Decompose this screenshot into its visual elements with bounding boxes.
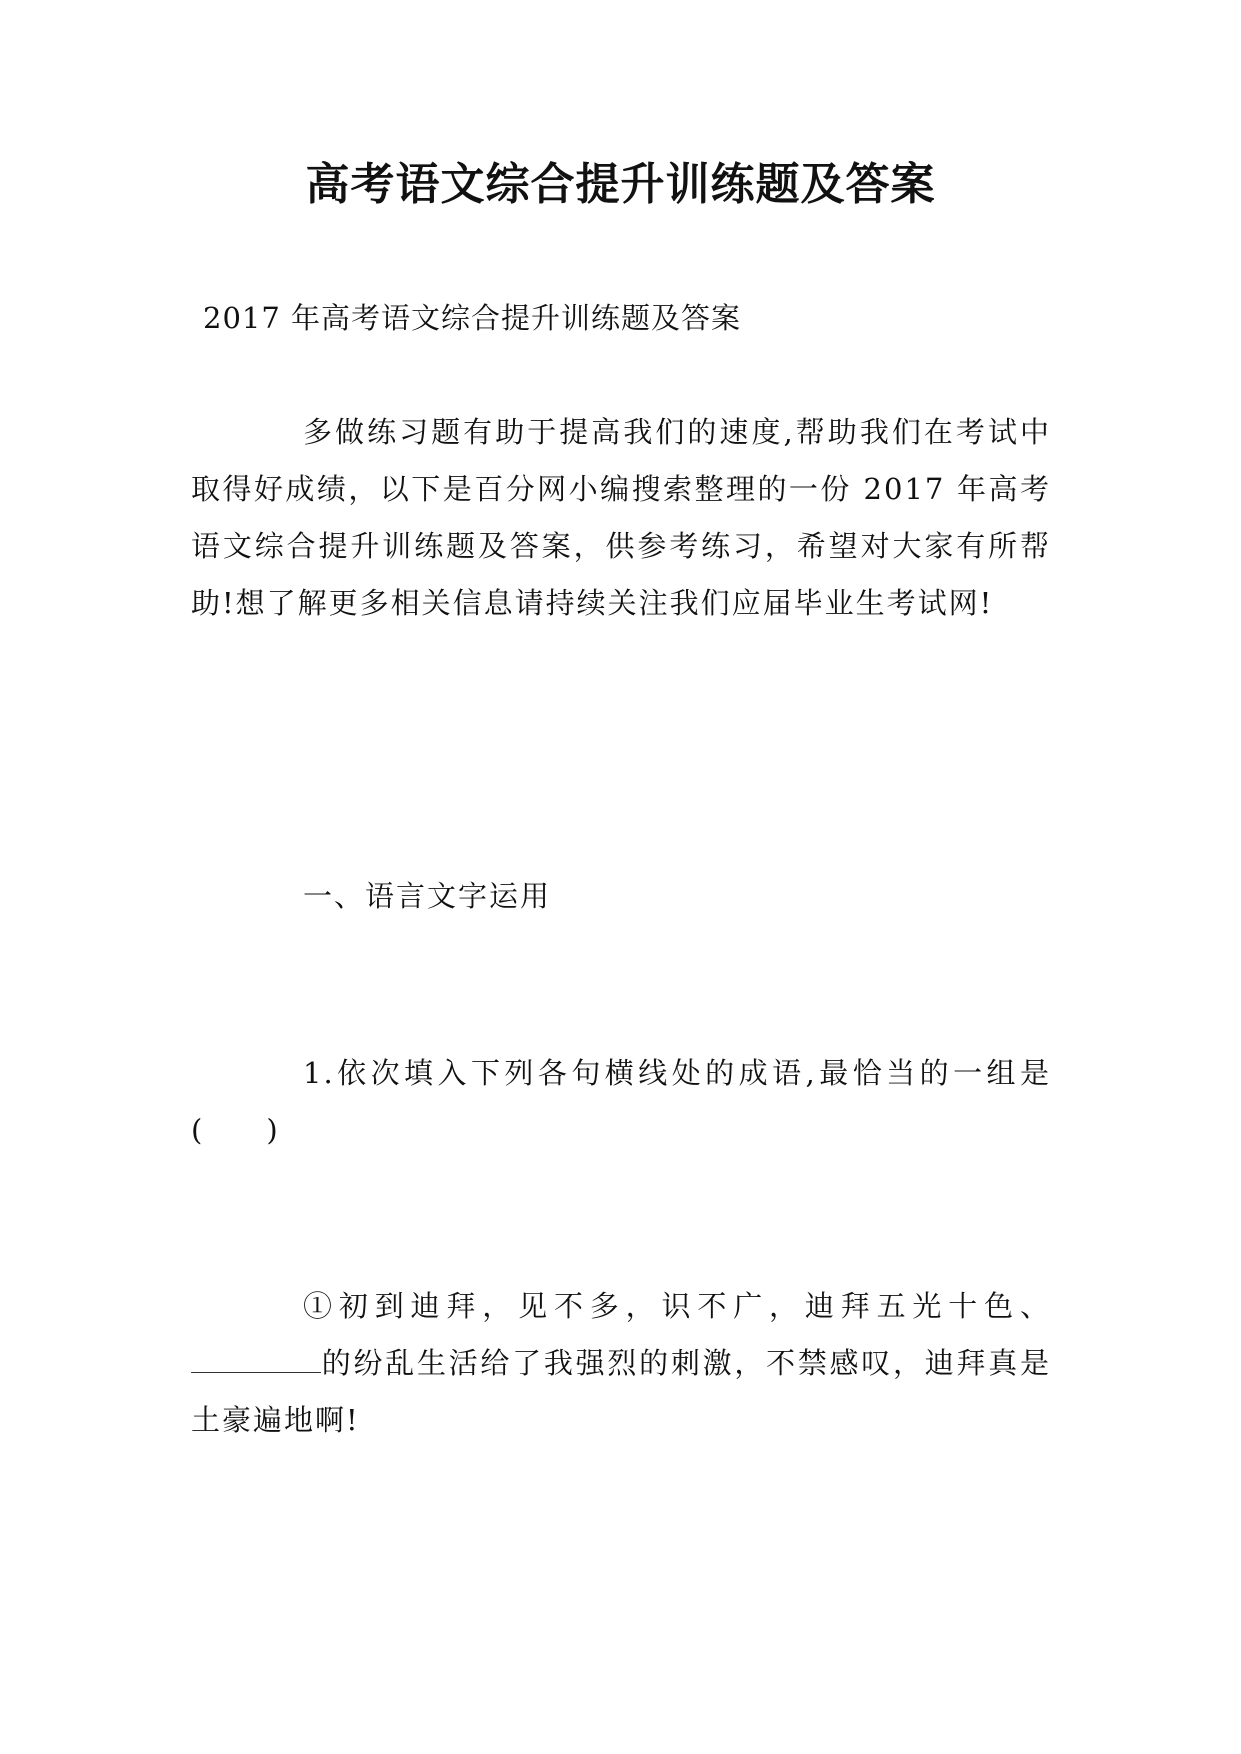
question-1-item-1 [191, 1278, 1051, 1449]
document-title: 高考语文综合提升训练题及答案 [305, 159, 936, 210]
fill-in-blank [191, 1348, 321, 1373]
intro-paragraph: 多做练习题有助于提高我们的速度,帮助我们在考试中取得好成绩，以下是百分网小编搜索整理的一份 2017 年高考语文综合提升训练题及答案，供参考练习，希望对大家有所帮助!想了解更多相关信息请持续关注我们应届毕业生考试网! [191, 415, 1051, 620]
question-1: 1.依次填入下列各句横线处的成语,最恰当的一组是( ) [191, 1056, 1051, 1147]
section-heading: 一、语言文字运用 [303, 879, 552, 913]
item-1-text-before: ①初到迪拜，见不多，识不广，迪拜五光十色、 [303, 1289, 1051, 1323]
item-1-text-after: 的纷乱生活给了我强烈的刺激，不禁感叹，迪拜真是土豪遍地啊! [191, 1346, 1051, 1437]
document-subtitle: 2017 年高考语文综合提升训练题及答案 [203, 301, 742, 335]
